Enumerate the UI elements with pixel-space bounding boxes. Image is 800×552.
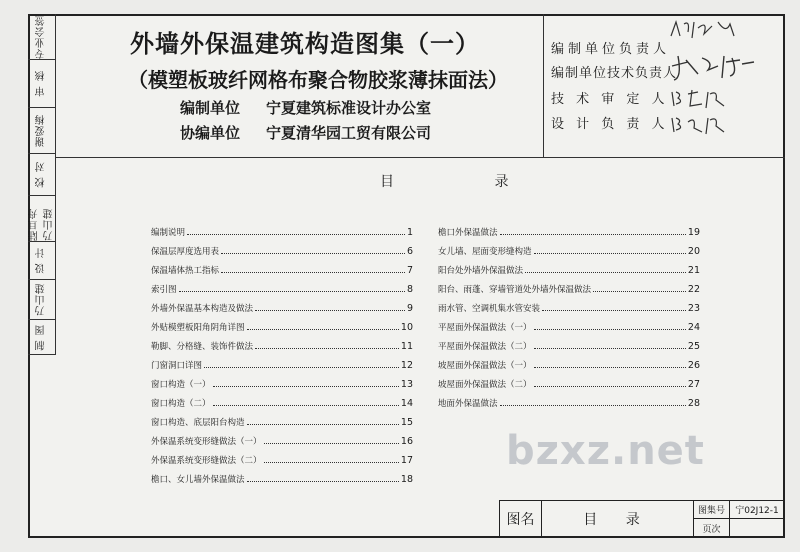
left-cell-6 bbox=[28, 242, 55, 280]
toc-entry-label: 外墙外保温基本构造及做法 bbox=[151, 304, 254, 314]
left-label: 专业会签 bbox=[36, 14, 47, 59]
left-cell-1 bbox=[28, 14, 55, 60]
toc-entry-label: 阳台、雨蓬、穿墙管道处外墙外保温做法 bbox=[438, 285, 592, 295]
toc-entry bbox=[438, 295, 700, 314]
compiler-label: 编制单位 bbox=[180, 99, 241, 117]
toc-left-column bbox=[151, 219, 413, 485]
toc-entry bbox=[438, 333, 700, 352]
toc-entry bbox=[438, 257, 700, 276]
toc-entry bbox=[438, 238, 700, 257]
toc-leader-dots bbox=[534, 348, 686, 349]
page-value bbox=[730, 519, 784, 537]
toc-entry bbox=[151, 219, 413, 238]
toc-entry-label: 坡屋面外保温做法（一） bbox=[438, 361, 532, 371]
toc-entry bbox=[438, 390, 700, 409]
toc-leader-dots bbox=[593, 291, 686, 292]
toc-leader-dots bbox=[213, 386, 399, 387]
toc-leader-dots bbox=[500, 234, 686, 235]
toc-entry-page: 6 bbox=[406, 246, 413, 257]
toc-entry-page: 9 bbox=[406, 303, 413, 314]
toc-entry-label: 外保温系统变形缝做法（二） bbox=[151, 456, 262, 466]
signature-divider bbox=[543, 14, 544, 157]
toc-entry-page: 27 bbox=[687, 379, 700, 390]
toc-entry bbox=[438, 219, 700, 238]
toc-entry-page: 1 bbox=[406, 227, 413, 238]
toc-entry-label: 勒脚、分格缝、装饰件做法 bbox=[151, 342, 254, 352]
handwritten-signature bbox=[668, 112, 758, 136]
name-value: 目 录 bbox=[542, 501, 694, 537]
toc-entry bbox=[438, 352, 700, 371]
toc-entry-label: 平屋面外保温做法（一） bbox=[438, 323, 532, 333]
toc-entry-page: 25 bbox=[687, 341, 700, 352]
toc-entry bbox=[151, 466, 413, 485]
toc-entry-page: 18 bbox=[400, 474, 413, 485]
toc-entry-label: 坡屋面外保温做法（二） bbox=[438, 380, 532, 390]
toc-entry-page: 16 bbox=[400, 436, 413, 447]
toc-entry-page: 7 bbox=[406, 265, 413, 276]
toc-leader-dots bbox=[187, 234, 405, 235]
toc-entry-page: 20 bbox=[687, 246, 700, 257]
toc-entry-label: 窗口构造、底层阳台构造 bbox=[151, 418, 245, 428]
left-strip-divider bbox=[55, 14, 56, 355]
signature-role: 设 计 负 责 人 bbox=[551, 117, 669, 132]
toc-entry-page: 19 bbox=[687, 227, 700, 238]
left-cell-7 bbox=[28, 280, 55, 320]
toc-entry bbox=[151, 409, 413, 428]
left-cell-3 bbox=[28, 108, 55, 154]
toc-entry-page: 10 bbox=[400, 322, 413, 333]
left-label: 制 图 bbox=[36, 323, 47, 351]
left-label: 谢爱梅 bbox=[36, 114, 47, 147]
toc-entry-label: 阳台处外墙外保温做法 bbox=[438, 266, 524, 276]
compiler-value: 宁夏建筑标准设计办公室 bbox=[266, 99, 432, 117]
toc-entry-label: 地面外保温做法 bbox=[438, 399, 498, 409]
toc-entry bbox=[151, 352, 413, 371]
left-label: 乃山建 bbox=[36, 283, 47, 316]
co-compiler-label: 协编单位 bbox=[180, 124, 241, 142]
toc-leader-dots bbox=[179, 291, 405, 292]
toc-leader-dots bbox=[534, 386, 686, 387]
toc-entry-page: 14 bbox=[400, 398, 413, 409]
toc-entry-label: 雨水管、空调机集水管安装 bbox=[438, 304, 541, 314]
watermark: bzxz.net bbox=[506, 428, 705, 474]
page-label: 页次 bbox=[694, 519, 730, 537]
left-label: 校 对 bbox=[36, 161, 47, 188]
name-label: 图名 bbox=[500, 501, 542, 537]
toc-leader-dots bbox=[213, 405, 399, 406]
toc-leader-dots bbox=[255, 348, 399, 349]
toc-entry-page: 22 bbox=[687, 284, 700, 295]
toc-entry bbox=[151, 295, 413, 314]
toc-entry-label: 女儿墙、屋面变形缝构造 bbox=[438, 247, 532, 257]
toc-entry-page: 11 bbox=[400, 341, 413, 352]
toc-entry bbox=[151, 390, 413, 409]
toc-entry-page: 13 bbox=[400, 379, 413, 390]
toc-entry-label: 索引图 bbox=[151, 285, 177, 295]
toc-entry-label: 窗口构造（一） bbox=[151, 380, 211, 390]
toc-entry bbox=[438, 276, 700, 295]
toc-right-column bbox=[438, 219, 700, 409]
toc-entry-page: 26 bbox=[687, 360, 700, 371]
toc-entry bbox=[151, 371, 413, 390]
toc-entry-label: 外贴模塑板阳角阴角详图 bbox=[151, 323, 245, 333]
toc-entry bbox=[151, 238, 413, 257]
toc-leader-dots bbox=[542, 310, 686, 311]
toc-entry-label: 门窗洞口详图 bbox=[151, 361, 203, 371]
toc-leader-dots bbox=[534, 253, 686, 254]
toc-entry-page: 12 bbox=[400, 360, 413, 371]
toc-leader-dots bbox=[255, 310, 405, 311]
left-label: 陆旦舟 乃山建 bbox=[28, 208, 55, 241]
atlas-value: 宁02J12-1 bbox=[730, 501, 784, 519]
toc-entry-page: 17 bbox=[400, 455, 413, 466]
toc-leader-dots bbox=[247, 424, 399, 425]
signature-role: 技 术 审 定 人 bbox=[551, 92, 669, 107]
signature-role: 编制单位负责人 bbox=[551, 42, 671, 57]
left-cell-2 bbox=[28, 60, 55, 108]
title-block bbox=[499, 500, 785, 538]
toc-entry bbox=[151, 428, 413, 447]
page-subtitle: （模塑板玻纤网格布聚合物胶浆薄抹面法） bbox=[128, 68, 508, 92]
atlas-label: 图集号 bbox=[694, 501, 730, 519]
page-title: 外墙外保温建筑构造图集（一） bbox=[130, 30, 480, 58]
handwritten-signature bbox=[668, 18, 758, 42]
toc-entry-label: 檐口、女儿墙外保温做法 bbox=[151, 475, 245, 485]
toc-leader-dots bbox=[204, 367, 399, 368]
toc-entry bbox=[438, 371, 700, 390]
header-divider bbox=[55, 157, 785, 158]
left-cell-8 bbox=[28, 320, 55, 355]
toc-entry-label: 窗口构造（二） bbox=[151, 399, 211, 409]
handwritten-signature bbox=[668, 52, 758, 82]
toc-entry-page: 21 bbox=[687, 265, 700, 276]
toc-entry-label: 外保温系统变形缝做法（一） bbox=[151, 437, 262, 447]
toc-entry-page: 23 bbox=[687, 303, 700, 314]
toc-entry bbox=[151, 314, 413, 333]
toc-title: 目 录 bbox=[380, 174, 557, 190]
toc-entry-label: 檐口外保温做法 bbox=[438, 228, 498, 238]
toc-entry bbox=[151, 276, 413, 295]
toc-entry bbox=[151, 257, 413, 276]
toc-leader-dots bbox=[534, 367, 686, 368]
toc-entry bbox=[151, 333, 413, 352]
toc-entry-label: 保温墙体热工指标 bbox=[151, 266, 220, 276]
toc-leader-dots bbox=[221, 253, 405, 254]
toc-entry bbox=[438, 314, 700, 333]
toc-leader-dots bbox=[247, 481, 399, 482]
toc-leader-dots bbox=[264, 462, 399, 463]
toc-leader-dots bbox=[525, 272, 686, 273]
toc-entry bbox=[151, 447, 413, 466]
handwritten-signature bbox=[668, 86, 758, 110]
toc-entry-page: 15 bbox=[400, 417, 413, 428]
left-label: 设 计 bbox=[36, 247, 47, 274]
toc-entry-page: 24 bbox=[687, 322, 700, 333]
toc-leader-dots bbox=[500, 405, 686, 406]
left-label: 审 核 bbox=[36, 70, 47, 97]
left-cell-5 bbox=[28, 196, 55, 242]
toc-leader-dots bbox=[534, 329, 686, 330]
left-cell-4 bbox=[28, 154, 55, 196]
toc-entry-label: 编制说明 bbox=[151, 228, 186, 238]
toc-entry-label: 保温层厚度选用表 bbox=[151, 247, 220, 257]
toc-leader-dots bbox=[221, 272, 405, 273]
toc-leader-dots bbox=[264, 443, 399, 444]
toc-leader-dots bbox=[247, 329, 399, 330]
toc-entry-label: 平屋面外保温做法（二） bbox=[438, 342, 532, 352]
toc-entry-page: 28 bbox=[687, 398, 700, 409]
signature-role: 编制单位技术负责人 bbox=[551, 66, 678, 81]
co-compiler-value: 宁夏清华园工贸有限公司 bbox=[266, 124, 432, 142]
toc-entry-page: 8 bbox=[406, 284, 413, 295]
